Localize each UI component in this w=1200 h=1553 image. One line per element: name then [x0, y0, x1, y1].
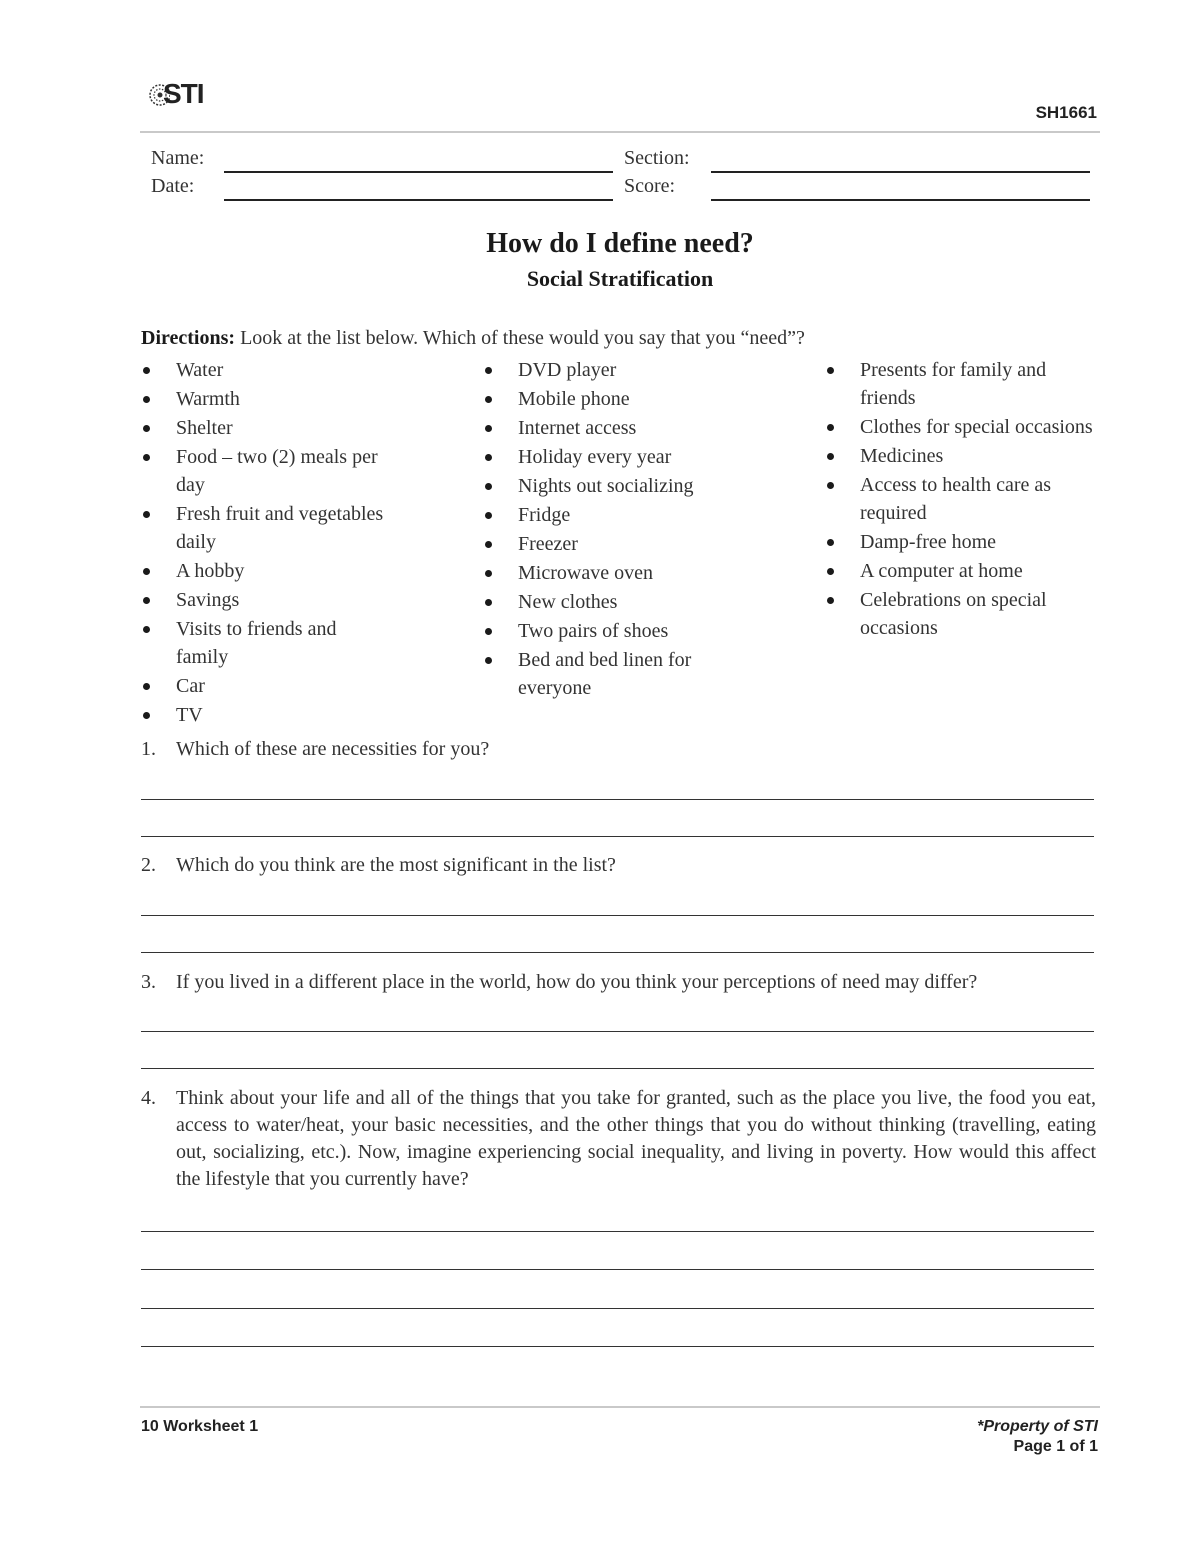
- need-list-item: Internet access: [483, 414, 743, 442]
- answer-line[interactable]: [141, 1030, 1094, 1032]
- question-number: 4.: [141, 1087, 156, 1109]
- answer-line[interactable]: [141, 798, 1094, 800]
- question-number: 2.: [141, 854, 156, 876]
- document-code: SH1661: [1035, 103, 1097, 122]
- score-label: Score:: [624, 175, 676, 197]
- need-list-item: New clothes: [483, 588, 743, 616]
- need-list-item: Freezer: [483, 530, 743, 558]
- need-list-item: A computer at home: [825, 557, 1095, 585]
- page-subtitle: Social Stratification: [526, 266, 714, 291]
- section-label: Section:: [624, 147, 690, 169]
- question-text: If you lived in a different place in the world, how do you think your perceptions of need may differ?: [176, 971, 978, 993]
- need-list-item: Water: [141, 356, 391, 384]
- answer-line[interactable]: [141, 951, 1094, 953]
- need-list-item: Clothes for special occasions: [825, 413, 1095, 441]
- score-field[interactable]: [711, 199, 1090, 201]
- directions-label: Directions:: [141, 327, 236, 349]
- date-label: Date:: [151, 175, 195, 197]
- need-list-item: Fridge: [483, 501, 743, 529]
- need-list-item: Two pairs of shoes: [483, 617, 743, 645]
- need-list-item: DVD player: [483, 356, 743, 384]
- directions: [141, 327, 805, 350]
- need-list-item: Access to health care as required: [825, 471, 1095, 527]
- answer-line[interactable]: [141, 1067, 1094, 1069]
- name-label: Name:: [151, 147, 205, 169]
- page-title: How do I define need?: [486, 228, 754, 259]
- question-3: [141, 969, 1096, 996]
- answer-line[interactable]: [141, 835, 1094, 837]
- need-list-item: Savings: [141, 586, 391, 614]
- need-list-item: Car: [141, 672, 391, 700]
- need-list-item: Food – two (2) meals per day: [141, 443, 391, 499]
- date-field[interactable]: [224, 199, 613, 201]
- need-list-item: Nights out socializing: [483, 472, 743, 500]
- sti-logo: [148, 78, 220, 112]
- question-4: [141, 1085, 1096, 1193]
- answer-line[interactable]: [141, 1345, 1094, 1347]
- question-text: Think about your life and all of the things that you take for granted, such as the place you live, the food you eat, access to water/heat, your basic necessities, and the other things that you do without thinking (travelling, eating out, socializing, etc.). Now, imagine experiencing social inequality, and living in poverty. How would this affect the lifestyle that you currently have?: [176, 1087, 1096, 1190]
- page-number: Page 1 of 1: [1013, 1438, 1098, 1455]
- section-field[interactable]: [711, 171, 1090, 173]
- answer-line[interactable]: [141, 914, 1094, 916]
- need-list-item: Microwave oven: [483, 559, 743, 587]
- property-notice: *Property of STI: [977, 1418, 1098, 1435]
- need-list-item: Fresh fruit and vegetables daily: [141, 500, 391, 556]
- need-list-item: Mobile phone: [483, 385, 743, 413]
- need-list-item: Holiday every year: [483, 443, 743, 471]
- need-list-item: A hobby: [141, 557, 391, 585]
- question-2: [141, 852, 1096, 879]
- needs-column-2: [483, 356, 743, 703]
- question-text: Which of these are necessities for you?: [176, 738, 490, 760]
- question-number: 1.: [141, 738, 156, 760]
- need-list-item: Bed and bed linen for everyone: [483, 646, 743, 702]
- answer-line[interactable]: [141, 1230, 1094, 1232]
- need-list-item: Visits to friends and family: [141, 615, 391, 671]
- need-list-item: TV: [141, 701, 391, 729]
- needs-column-1: [141, 356, 391, 730]
- name-field[interactable]: [224, 171, 613, 173]
- directions-text: Look at the list below. Which of these would you say that you “need”?: [235, 327, 805, 349]
- need-list-item: Presents for family and friends: [825, 356, 1095, 412]
- question-text: Which do you think are the most significant in the list?: [176, 854, 616, 876]
- answer-line[interactable]: [141, 1268, 1094, 1270]
- footer-divider: [140, 1406, 1100, 1408]
- question-1: [141, 736, 1096, 763]
- header-divider: [140, 131, 1100, 133]
- needs-column-3: [825, 356, 1095, 643]
- need-list-item: Medicines: [825, 442, 1095, 470]
- need-list-item: Celebrations on special occasions: [825, 586, 1095, 642]
- answer-line[interactable]: [141, 1307, 1094, 1309]
- need-list-item: Shelter: [141, 414, 391, 442]
- need-list-item: Damp-free home: [825, 528, 1095, 556]
- worksheet-label: 10 Worksheet 1: [141, 1418, 259, 1435]
- need-list-item: Warmth: [141, 385, 391, 413]
- logo-text: STI: [163, 78, 204, 109]
- question-number: 3.: [141, 971, 156, 993]
